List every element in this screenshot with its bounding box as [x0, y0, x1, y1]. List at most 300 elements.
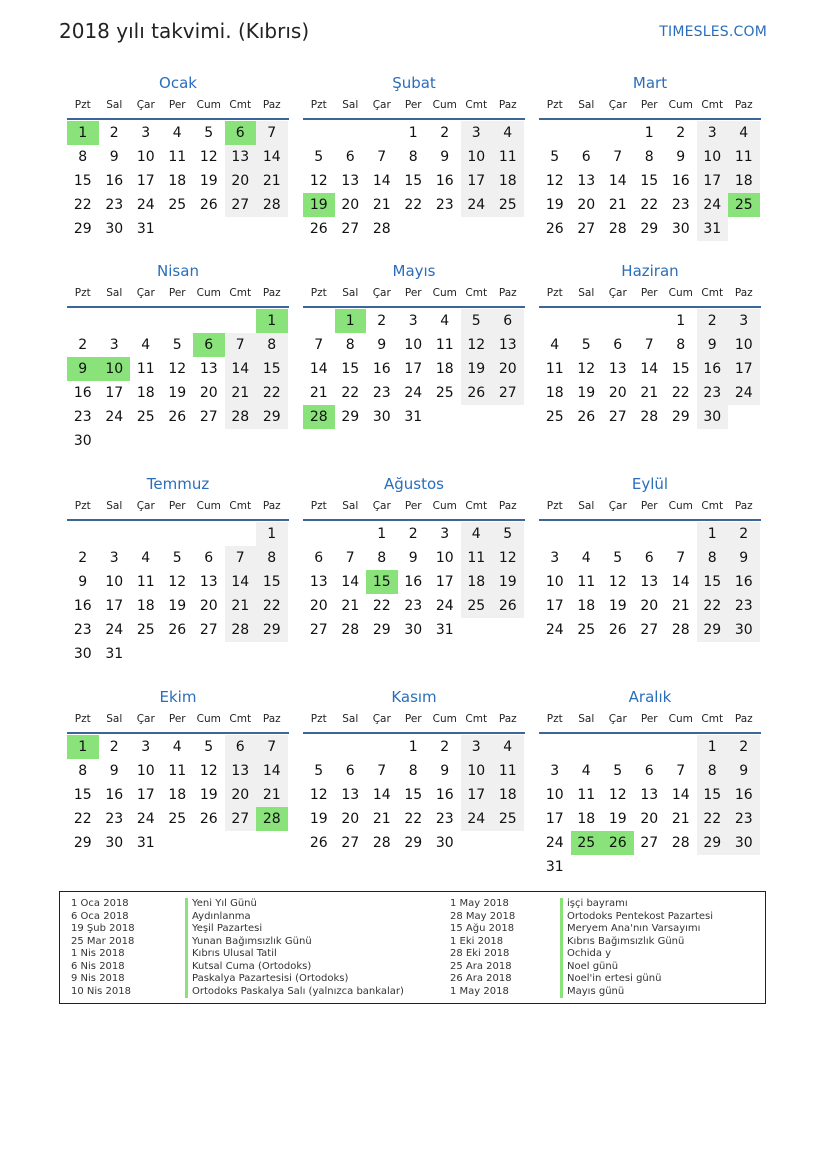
holiday-day-cell: 6 — [225, 121, 257, 145]
day-cell: 23 — [105, 811, 124, 827]
day-cell: 11 — [492, 145, 524, 169]
day-grid — [539, 735, 761, 879]
day-cell: 25 — [168, 197, 187, 213]
day-cell: 16 — [105, 787, 124, 803]
empty-cell — [335, 522, 367, 546]
day-cell: 5 — [204, 125, 214, 141]
weekday-header — [67, 94, 289, 120]
day-cell: 25 — [545, 409, 564, 425]
legend-date: 10 Nis 2018 — [71, 985, 131, 997]
day-cell: 11 — [545, 361, 564, 377]
day-cell: 8 — [408, 149, 418, 165]
day-cell: 9 — [440, 149, 450, 165]
day-cell: 3 — [461, 121, 493, 145]
day-cell: 17 — [728, 357, 760, 381]
day-cell: 30 — [105, 835, 124, 851]
day-cell: 25 — [168, 811, 187, 827]
holiday-day-cell: 1 — [67, 121, 99, 145]
day-cell: 21 — [671, 598, 690, 614]
weekday-label: Paz — [262, 99, 281, 111]
day-cell: 7 — [613, 149, 623, 165]
day-cell: 23 — [73, 409, 92, 425]
day-cell: 13 — [199, 574, 218, 590]
day-cell: 14 — [341, 574, 360, 590]
month-block — [539, 686, 761, 879]
weekday-label: Pzt — [310, 99, 327, 111]
day-cell: 1 — [408, 125, 418, 141]
day-cell: 4 — [581, 763, 591, 779]
day-cell: 4 — [172, 125, 182, 141]
day-cell: 3 — [550, 763, 560, 779]
day-grid — [539, 309, 761, 429]
day-cell: 28 — [671, 622, 690, 638]
weekday-label: Cmt — [229, 99, 252, 111]
month-name: Kasım — [391, 688, 437, 706]
weekday-label: Cum — [196, 99, 221, 111]
day-cell: 5 — [613, 763, 623, 779]
day-cell: 10 — [435, 550, 454, 566]
legend-date: 28 May 2018 — [450, 910, 516, 922]
day-cell: 6 — [314, 550, 324, 566]
day-cell: 16 — [435, 173, 454, 189]
weekday-label: Çar — [136, 287, 155, 299]
day-cell: 21 — [309, 385, 328, 401]
day-cell: 30 — [728, 831, 760, 855]
holiday-legend — [59, 891, 766, 1004]
weekday-label: Çar — [136, 500, 155, 512]
day-cell: 20 — [225, 169, 257, 193]
day-cell: 20 — [199, 385, 218, 401]
day-cell: 20 — [341, 811, 360, 827]
day-cell: 26 — [608, 622, 627, 638]
day-cell: 31 — [136, 221, 155, 237]
weekday-label: Sal — [578, 713, 595, 725]
day-cell: 22 — [697, 594, 729, 618]
day-cell: 7 — [676, 550, 686, 566]
day-cell: 22 — [697, 807, 729, 831]
weekday-header — [67, 708, 289, 734]
legend-dates-col-2 — [450, 898, 515, 998]
weekday-header — [303, 282, 525, 308]
day-cell: 18 — [577, 811, 596, 827]
day-cell: 28 — [225, 405, 257, 429]
weekday-label: Sal — [578, 500, 595, 512]
weekday-label: Cum — [432, 713, 457, 725]
day-cell: 28 — [341, 622, 360, 638]
day-cell: 28 — [225, 618, 257, 642]
day-cell: 22 — [73, 811, 92, 827]
day-cell: 10 — [545, 574, 564, 590]
weekday-label: Per — [640, 99, 658, 111]
empty-cell — [99, 309, 131, 333]
weekday-label: Cum — [432, 287, 457, 299]
holiday-day-cell: 9 — [67, 357, 99, 381]
day-cell: 18 — [136, 598, 155, 614]
day-grid — [303, 309, 525, 429]
day-cell: 18 — [461, 570, 493, 594]
day-cell: 24 — [105, 622, 124, 638]
day-cell: 18 — [577, 598, 596, 614]
day-cell: 18 — [168, 173, 187, 189]
day-cell: 1 — [256, 522, 288, 546]
empty-cell — [99, 522, 131, 546]
day-cell: 22 — [73, 197, 92, 213]
weekday-label: Çar — [608, 287, 627, 299]
day-cell: 5 — [613, 550, 623, 566]
day-cell: 27 — [608, 409, 627, 425]
day-cell: 14 — [608, 173, 627, 189]
weekday-label: Paz — [498, 287, 517, 299]
day-cell: 10 — [545, 787, 564, 803]
day-cell: 5 — [204, 739, 214, 755]
month-block — [539, 72, 761, 241]
legend-holiday-name: Mayıs günü — [567, 985, 625, 997]
month-name: Nisan — [157, 262, 199, 280]
day-cell: 21 — [256, 783, 288, 807]
day-cell: 7 — [314, 337, 324, 353]
weekday-label: Cum — [432, 99, 457, 111]
day-cell: 29 — [372, 622, 391, 638]
weekday-label: Paz — [734, 287, 753, 299]
day-cell: 22 — [256, 381, 288, 405]
day-cell: 17 — [545, 598, 564, 614]
day-cell: 30 — [435, 835, 454, 851]
day-cell: 25 — [435, 385, 454, 401]
empty-cell — [366, 121, 398, 145]
day-cell: 3 — [440, 526, 450, 542]
day-cell: 31 — [136, 835, 155, 851]
day-cell: 12 — [309, 173, 328, 189]
day-cell: 30 — [697, 405, 729, 429]
day-cell: 14 — [309, 361, 328, 377]
day-grid — [539, 121, 761, 241]
day-cell: 8 — [408, 763, 418, 779]
day-cell: 6 — [644, 550, 654, 566]
day-cell: 10 — [105, 574, 124, 590]
weekday-label: Pzt — [74, 713, 91, 725]
day-cell: 7 — [676, 763, 686, 779]
weekday-header — [67, 282, 289, 308]
day-cell: 31 — [105, 646, 124, 662]
day-cell: 12 — [168, 361, 187, 377]
day-cell: 16 — [671, 173, 690, 189]
day-cell: 21 — [640, 385, 659, 401]
day-cell: 27 — [341, 221, 360, 237]
day-cell: 11 — [136, 574, 155, 590]
day-cell: 2 — [728, 735, 760, 759]
weekday-label: Per — [640, 713, 658, 725]
day-cell: 20 — [577, 197, 596, 213]
day-cell: 22 — [256, 594, 288, 618]
day-cell: 10 — [136, 149, 155, 165]
day-cell: 7 — [225, 546, 257, 570]
legend-holiday-name: Yunan Bağımsızlık Günü — [192, 935, 312, 947]
empty-cell — [193, 522, 225, 546]
day-cell: 8 — [78, 149, 88, 165]
day-cell: 16 — [372, 361, 391, 377]
day-cell: 3 — [728, 309, 760, 333]
day-cell: 24 — [461, 807, 493, 831]
month-name: Temmuz — [146, 475, 210, 493]
day-cell: 9 — [676, 149, 686, 165]
empty-cell — [634, 309, 666, 333]
day-cell: 8 — [676, 337, 686, 353]
day-cell: 1 — [697, 522, 729, 546]
day-cell: 14 — [671, 574, 690, 590]
weekday-label: Pzt — [310, 287, 327, 299]
day-cell: 25 — [492, 807, 524, 831]
day-cell: 7 — [377, 763, 387, 779]
day-cell: 11 — [435, 337, 454, 353]
day-cell: 12 — [608, 787, 627, 803]
day-cell: 24 — [136, 197, 155, 213]
day-cell: 17 — [105, 385, 124, 401]
weekday-label: Pzt — [546, 713, 563, 725]
legend-dates-col-1 — [71, 898, 135, 998]
day-cell: 14 — [225, 570, 257, 594]
weekday-label: Cmt — [229, 287, 252, 299]
day-cell: 21 — [225, 381, 257, 405]
day-cell: 3 — [550, 550, 560, 566]
day-cell: 25 — [136, 409, 155, 425]
day-cell: 8 — [256, 546, 288, 570]
day-cell: 5 — [550, 149, 560, 165]
day-cell: 1 — [676, 313, 686, 329]
day-cell: 17 — [461, 783, 493, 807]
day-cell: 4 — [492, 121, 524, 145]
weekday-label: Cmt — [701, 500, 724, 512]
day-cell: 2 — [408, 526, 418, 542]
day-cell: 9 — [728, 546, 760, 570]
holiday-day-cell: 6 — [193, 333, 225, 357]
empty-cell — [602, 121, 634, 145]
day-cell: 18 — [435, 361, 454, 377]
weekday-label: Sal — [106, 287, 123, 299]
day-cell: 21 — [372, 811, 391, 827]
day-cell: 12 — [199, 763, 218, 779]
empty-cell — [539, 522, 571, 546]
empty-cell — [67, 309, 99, 333]
day-cell: 15 — [341, 361, 360, 377]
month-name: Ağustos — [384, 475, 444, 493]
weekday-label: Çar — [136, 99, 155, 111]
day-cell: 27 — [341, 835, 360, 851]
day-cell: 29 — [640, 221, 659, 237]
month-name: Ekim — [159, 688, 197, 706]
day-cell: 30 — [105, 221, 124, 237]
day-cell: 31 — [697, 217, 729, 241]
day-cell: 8 — [78, 763, 88, 779]
day-cell: 17 — [697, 169, 729, 193]
day-cell: 8 — [345, 337, 355, 353]
day-cell: 16 — [73, 598, 92, 614]
day-cell: 29 — [73, 835, 92, 851]
empty-cell — [162, 309, 194, 333]
day-cell: 10 — [697, 145, 729, 169]
day-cell: 29 — [341, 409, 360, 425]
weekday-label: Paz — [498, 99, 517, 111]
day-cell: 24 — [461, 193, 493, 217]
weekday-label: Cmt — [229, 500, 252, 512]
day-cell: 15 — [73, 787, 92, 803]
day-cell: 4 — [550, 337, 560, 353]
day-cell: 24 — [697, 193, 729, 217]
empty-cell — [193, 309, 225, 333]
empty-cell — [665, 522, 697, 546]
weekday-header — [539, 495, 761, 521]
brand-link[interactable]: TIMESLES.COM — [659, 24, 767, 40]
day-grid — [303, 522, 525, 642]
month-name: Şubat — [392, 74, 436, 92]
day-cell: 2 — [377, 313, 387, 329]
day-cell: 2 — [676, 125, 686, 141]
day-cell: 5 — [172, 337, 182, 353]
day-grid — [303, 735, 525, 855]
day-cell: 30 — [73, 433, 92, 449]
day-cell: 29 — [697, 831, 729, 855]
day-cell: 4 — [581, 550, 591, 566]
day-cell: 21 — [608, 197, 627, 213]
day-cell: 11 — [492, 759, 524, 783]
day-cell: 21 — [372, 197, 391, 213]
day-cell: 5 — [172, 550, 182, 566]
day-cell: 23 — [105, 197, 124, 213]
day-cell: 27 — [225, 807, 257, 831]
month-name: Mart — [632, 74, 668, 92]
holiday-day-cell: 28 — [303, 405, 335, 429]
day-cell: 1 — [408, 739, 418, 755]
weekday-label: Çar — [608, 99, 627, 111]
day-cell: 11 — [168, 149, 187, 165]
day-cell: 28 — [608, 221, 627, 237]
day-cell: 3 — [141, 739, 151, 755]
day-cell: 17 — [545, 811, 564, 827]
holiday-day-cell: 25 — [728, 193, 760, 217]
legend-names-col-2 — [560, 898, 713, 998]
day-cell: 15 — [671, 361, 690, 377]
day-cell: 22 — [671, 385, 690, 401]
day-cell: 23 — [372, 385, 391, 401]
day-cell: 28 — [372, 835, 391, 851]
day-cell: 27 — [640, 835, 659, 851]
weekday-label: Per — [404, 287, 422, 299]
day-cell: 16 — [697, 357, 729, 381]
month-name: Eylül — [631, 475, 669, 493]
weekday-header — [539, 282, 761, 308]
day-cell: 10 — [728, 333, 760, 357]
month-block — [67, 72, 289, 241]
day-cell: 17 — [136, 787, 155, 803]
day-grid — [67, 121, 289, 241]
legend-date: 19 Şub 2018 — [71, 923, 135, 934]
legend-date: 6 Oca 2018 — [71, 910, 129, 922]
weekday-label: Per — [168, 287, 186, 299]
month-name: Ocak — [159, 74, 197, 92]
day-cell: 2 — [109, 125, 119, 141]
day-cell: 8 — [256, 333, 288, 357]
day-cell: 19 — [461, 357, 493, 381]
holiday-day-cell: 1 — [256, 309, 288, 333]
empty-cell — [67, 522, 99, 546]
legend-holiday-name: Kıbrıs Bağımsızlık Günü — [567, 935, 685, 947]
day-cell: 6 — [225, 735, 257, 759]
day-cell: 24 — [136, 811, 155, 827]
day-cell: 6 — [204, 550, 214, 566]
day-cell: 27 — [199, 622, 218, 638]
legend-holiday-name: Ortodoks Paskalya Salı (yalnızca bankalar) — [192, 985, 404, 997]
day-cell: 19 — [199, 787, 218, 803]
legend-names-col-1 — [185, 898, 404, 998]
day-cell: 7 — [225, 333, 257, 357]
day-cell: 3 — [109, 337, 119, 353]
day-cell: 13 — [577, 173, 596, 189]
holiday-day-cell: 10 — [99, 357, 131, 381]
day-cell: 10 — [404, 337, 423, 353]
day-cell: 3 — [109, 550, 119, 566]
empty-cell — [303, 735, 335, 759]
weekday-label: Paz — [734, 99, 753, 111]
day-cell: 30 — [73, 646, 92, 662]
weekday-label: Per — [404, 713, 422, 725]
day-cell: 26 — [492, 594, 524, 618]
day-cell: 26 — [168, 622, 187, 638]
day-cell: 20 — [199, 598, 218, 614]
weekday-label: Cum — [432, 500, 457, 512]
day-cell: 2 — [728, 522, 760, 546]
legend-date: 28 Eki 2018 — [450, 948, 510, 959]
holiday-day-cell: 1 — [67, 735, 99, 759]
day-cell: 12 — [608, 574, 627, 590]
weekday-label: Per — [640, 500, 658, 512]
day-grid — [303, 121, 525, 241]
day-cell: 31 — [404, 409, 423, 425]
day-grid — [539, 522, 761, 642]
legend-date: 1 May 2018 — [450, 985, 509, 997]
day-cell: 29 — [697, 618, 729, 642]
month-name: Mayıs — [392, 262, 436, 280]
day-cell: 27 — [309, 622, 328, 638]
month-block — [539, 260, 761, 429]
day-cell: 27 — [199, 409, 218, 425]
day-cell: 26 — [168, 409, 187, 425]
weekday-label: Cmt — [701, 713, 724, 725]
day-cell: 14 — [640, 361, 659, 377]
day-cell: 11 — [168, 763, 187, 779]
day-cell: 24 — [435, 598, 454, 614]
day-cell: 26 — [199, 811, 218, 827]
weekday-header — [303, 708, 525, 734]
day-cell: 16 — [435, 787, 454, 803]
weekday-label: Pzt — [546, 99, 563, 111]
day-grid — [67, 735, 289, 855]
empty-cell — [303, 121, 335, 145]
weekday-header — [539, 94, 761, 120]
legend-date: 25 Ara 2018 — [450, 960, 512, 972]
weekday-label: Per — [404, 99, 422, 111]
empty-cell — [335, 735, 367, 759]
day-cell: 14 — [256, 759, 288, 783]
day-cell: 24 — [105, 409, 124, 425]
weekday-label: Paz — [734, 713, 753, 725]
day-cell: 5 — [314, 149, 324, 165]
day-cell: 19 — [545, 197, 564, 213]
weekday-label: Cmt — [465, 500, 488, 512]
legend-holiday-name: Ortodoks Pentekost Pazartesi — [567, 910, 714, 922]
weekday-label: Pzt — [546, 500, 563, 512]
day-cell: 2 — [440, 125, 450, 141]
day-cell: 27 — [577, 221, 596, 237]
month-block — [303, 260, 525, 429]
